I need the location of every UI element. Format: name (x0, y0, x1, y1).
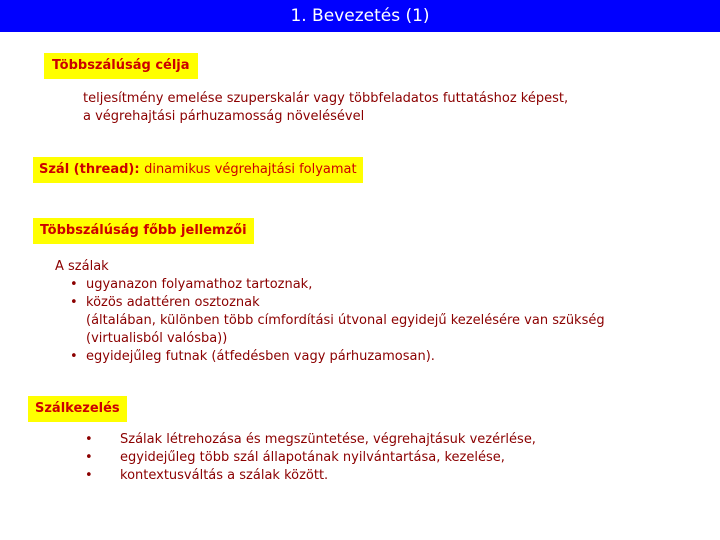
thread-definition-text: dinamikus végrehajtási folyamat (144, 162, 357, 177)
list-item: • egyidejűleg több szál állapotának nyilvántartása, kezelése, (85, 450, 505, 465)
bullet-dot-icon: • (85, 468, 93, 483)
slide-title: 1. Bevezetés (1) (0, 0, 720, 32)
heading-thread-management: Szálkezelés (28, 396, 127, 422)
goal-text (83, 90, 568, 126)
bullet-dot-icon: • (85, 450, 93, 465)
bullet-dot-icon: • (70, 295, 78, 310)
list-item-note-1: (általában, különben több címfordítási útvonal egyidejű kezelésére van szükség (86, 313, 605, 328)
list-item: • kontextusváltás a szálak között. (85, 468, 329, 483)
bullet-dot-icon: • (70, 349, 78, 364)
goal-line-2: a végrehajtási párhuzamosság növelésével (83, 109, 365, 124)
bullet-dot-icon: • (70, 277, 78, 292)
thread-term: Szál (thread): (39, 162, 140, 177)
features-block (55, 258, 605, 366)
list-item: • Szálak létrehozása és megszüntetése, végrehajtásuk vezérlése, (85, 432, 536, 447)
heading-features: Többszálúság főbb jellemzői (33, 218, 254, 244)
list-item: • ugyanazon folyamathoz tartoznak, (70, 277, 313, 292)
goal-line-1: teljesítmény emelése szuperskalár vagy többfeladatos futtatáshoz képest, (83, 91, 569, 106)
thread-definition (33, 157, 363, 183)
features-list (70, 276, 605, 366)
list-item: • egyidejűleg futnak (átfedésben vagy párhuzamosan). (70, 349, 435, 364)
list-item: • közös adattéren osztoznak (általában, különben több címfordítási útvonal egyidejű kezelésére van szükség (virtualisból valósba)) (70, 295, 605, 346)
features-intro: A szálak (55, 259, 109, 274)
management-list (85, 431, 536, 485)
list-item-note-2: (virtualisból valósba)) (86, 331, 228, 346)
management-block (85, 431, 536, 485)
heading-goal: Többszálúság célja (44, 53, 198, 79)
bullet-dot-icon: • (85, 432, 93, 447)
